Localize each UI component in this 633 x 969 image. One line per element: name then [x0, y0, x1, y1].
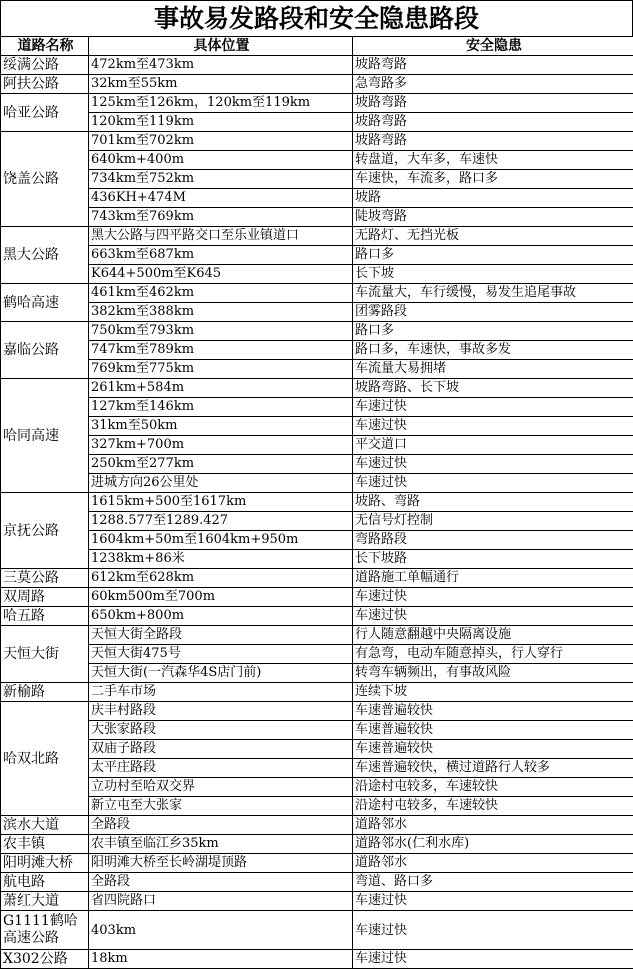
- hazard-cell: 长下坡路: [353, 550, 633, 569]
- hazard-cell: 坡路弯路: [353, 56, 633, 75]
- hazard-cell: 长下坡: [353, 265, 633, 284]
- table-row: [1, 550, 633, 569]
- road-name-cell: X302公路: [1, 950, 89, 969]
- hazard-cell: 车速过快: [353, 911, 633, 950]
- location-cell: 进城方向26公里处: [89, 474, 353, 493]
- road-name-cell: 三莫公路: [1, 569, 89, 588]
- road-name-cell: 农丰镇: [1, 835, 89, 854]
- hazard-cell: 车流量大，车行缓慢，易发生追尾事故: [353, 284, 633, 303]
- table-row: [1, 113, 633, 132]
- location-cell: 32km至55km: [89, 75, 353, 94]
- table-row: [1, 75, 633, 94]
- hazard-cell: 道路邻水: [353, 816, 633, 835]
- hazard-cell: 车速过快: [353, 455, 633, 474]
- location-cell: 403km: [89, 911, 353, 950]
- location-cell: 769km至775km: [89, 360, 353, 379]
- table-row: [1, 626, 633, 645]
- location-cell: 黑大公路与四平路交口至乐业镇道口: [89, 227, 353, 246]
- road-name-cell: 萧红大道: [1, 892, 89, 911]
- location-cell: 天恒大街全路段: [89, 626, 353, 645]
- location-cell: 1615km+500至1617km: [89, 493, 353, 512]
- location-cell: 太平庄路段: [89, 759, 353, 778]
- table-row: [1, 436, 633, 455]
- location-cell: 125km至126km，120km至119km: [89, 94, 353, 113]
- road-name-cell: G1111鹤哈高速公路: [1, 911, 89, 950]
- table-body: [1, 56, 633, 969]
- table-row: [1, 246, 633, 265]
- table-row: [1, 360, 633, 379]
- table-row: [1, 208, 633, 227]
- hazard-cell: 有急弯，电动车随意掉头，行人穿行: [353, 645, 633, 664]
- location-cell: 1288.577至1289.427: [89, 512, 353, 531]
- location-cell: 农丰镇至临江乡35km: [89, 835, 353, 854]
- table-row: [1, 816, 633, 835]
- location-cell: 127km至146km: [89, 398, 353, 417]
- location-cell: K644+500m至K645: [89, 265, 353, 284]
- table-row: [1, 151, 633, 170]
- road-name-cell: 京抚公路: [1, 493, 89, 569]
- table-row: [1, 189, 633, 208]
- location-cell: 327km+700m: [89, 436, 353, 455]
- hazard-cell: 车速普遍较快: [353, 740, 633, 759]
- road-name-cell: 阳明滩大桥: [1, 854, 89, 873]
- table-row: [1, 132, 633, 151]
- table-row: [1, 265, 633, 284]
- location-cell: 436KH+474M: [89, 189, 353, 208]
- hazard-cell: 急弯路多: [353, 75, 633, 94]
- table-row: [1, 56, 633, 75]
- location-cell: 612km至628km: [89, 569, 353, 588]
- road-name-cell: 滨水大道: [1, 816, 89, 835]
- road-name-cell: 双周路: [1, 588, 89, 607]
- hazard-cell: 路口多，车速快，事故多发: [353, 341, 633, 360]
- table-row: [1, 664, 633, 683]
- location-cell: 747km至789km: [89, 341, 353, 360]
- location-cell: 650km+800m: [89, 607, 353, 626]
- location-cell: 阳明滩大桥至长岭湖堤顶路: [89, 854, 353, 873]
- header-location: 具体位置: [89, 37, 353, 56]
- table-row: [1, 873, 633, 892]
- hazard-cell: 行人随意翻越中央隔离设施: [353, 626, 633, 645]
- table-row: [1, 892, 633, 911]
- hazard-cell: 路口多: [353, 246, 633, 265]
- location-cell: 120km至119km: [89, 113, 353, 132]
- hazard-cell: 车速过快: [353, 950, 633, 969]
- location-cell: 60km500m至700m: [89, 588, 353, 607]
- location-cell: 双庙子路段: [89, 740, 353, 759]
- table-row: [1, 531, 633, 550]
- location-cell: 743km至769km: [89, 208, 353, 227]
- hazard-cell: 车速过快: [353, 607, 633, 626]
- location-cell: 31km至50km: [89, 417, 353, 436]
- location-cell: 663km至687km: [89, 246, 353, 265]
- table-row: [1, 284, 633, 303]
- header-road-name: 道路名称: [1, 37, 89, 56]
- road-name-cell: 饶盖公路: [1, 132, 89, 227]
- hazard-cell: 车速过快: [353, 398, 633, 417]
- hazard-cell: 弯道、路口多: [353, 873, 633, 892]
- table-row: [1, 341, 633, 360]
- table-row: [1, 721, 633, 740]
- table-row: [1, 683, 633, 702]
- location-cell: 250km至277km: [89, 455, 353, 474]
- hazard-cell: 沿途村屯较多，车速较快: [353, 778, 633, 797]
- road-name-cell: 绥满公路: [1, 56, 89, 75]
- hazard-cell: 车速普遍较快: [353, 702, 633, 721]
- road-name-cell: 新榆路: [1, 683, 89, 702]
- table-row: [1, 854, 633, 873]
- table-row: [1, 702, 633, 721]
- location-cell: 全路段: [89, 816, 353, 835]
- location-cell: 立功村至哈双交界: [89, 778, 353, 797]
- table-row: [1, 227, 633, 246]
- road-name-cell: 阿扶公路: [1, 75, 89, 94]
- location-cell: 天恒大街(一汽森华4S店门前): [89, 664, 353, 683]
- location-cell: 全路段: [89, 873, 353, 892]
- hazard-cell: 转弯车辆频出，有事故风险: [353, 664, 633, 683]
- location-cell: 261km+584m: [89, 379, 353, 398]
- table-header-row: [1, 37, 633, 56]
- location-cell: 新立屯至大张家: [89, 797, 353, 816]
- hazard-cell: 无信号灯控制: [353, 512, 633, 531]
- hazard-cell: 坡路: [353, 189, 633, 208]
- hazard-cell: 车流量大易拥堵: [353, 360, 633, 379]
- location-cell: 省四院路口: [89, 892, 353, 911]
- table-row: [1, 474, 633, 493]
- hazard-cell: 道路邻水(仁利水库): [353, 835, 633, 854]
- table-row: [1, 455, 633, 474]
- hazard-cell: 道路施工单幅通行: [353, 569, 633, 588]
- table-row: [1, 417, 633, 436]
- hazard-cell: 车速过快: [353, 474, 633, 493]
- location-cell: 472km至473km: [89, 56, 353, 75]
- hazard-cell: 车速过快: [353, 417, 633, 436]
- hazard-cell: 坡路弯路、长下坡: [353, 379, 633, 398]
- table-row: [1, 759, 633, 778]
- location-cell: 庆丰村路段: [89, 702, 353, 721]
- location-cell: 640km+400m: [89, 151, 353, 170]
- location-cell: 461km至462km: [89, 284, 353, 303]
- location-cell: 18km: [89, 950, 353, 969]
- table-row: [1, 303, 633, 322]
- table-row: [1, 740, 633, 759]
- table-row: [1, 607, 633, 626]
- hazard-cell: 转盘道，大车多，车速快: [353, 151, 633, 170]
- table-row: [1, 645, 633, 664]
- hazard-cell: 车速普遍较快，横过道路行人较多: [353, 759, 633, 778]
- table-row: [1, 911, 633, 950]
- hazard-cell: 车速普遍较快: [353, 721, 633, 740]
- road-name-cell: 哈亚公路: [1, 94, 89, 132]
- location-cell: 1604km+50m至1604km+950m: [89, 531, 353, 550]
- hazard-cell: 车速过快: [353, 588, 633, 607]
- hazard-cell: 坡路弯路: [353, 94, 633, 113]
- location-cell: 750km至793km: [89, 322, 353, 341]
- location-cell: 二手车市场: [89, 683, 353, 702]
- road-name-cell: 嘉临公路: [1, 322, 89, 379]
- hazard-cell: 无路灯、无挡光板: [353, 227, 633, 246]
- road-name-cell: 哈五路: [1, 607, 89, 626]
- location-cell: 大张家路段: [89, 721, 353, 740]
- table-row: [1, 778, 633, 797]
- hazard-cell: 坡路、弯路: [353, 493, 633, 512]
- location-cell: 701km至702km: [89, 132, 353, 151]
- location-cell: 734km至752km: [89, 170, 353, 189]
- hazard-table: [0, 36, 633, 969]
- road-name-cell: 鹤哈高速: [1, 284, 89, 322]
- table-row: [1, 398, 633, 417]
- hazard-cell: 团雾路段: [353, 303, 633, 322]
- table-row: [1, 512, 633, 531]
- page-title: 事故易发路段和安全隐患路段: [0, 0, 633, 36]
- table-row: [1, 797, 633, 816]
- road-name-cell: 天恒大街: [1, 626, 89, 683]
- road-name-cell: 哈双北路: [1, 702, 89, 816]
- hazard-cell: 弯路路段: [353, 531, 633, 550]
- hazard-cell: 连续下坡: [353, 683, 633, 702]
- table-row: [1, 170, 633, 189]
- hazard-cell: 沿途村屯较多，车速较快: [353, 797, 633, 816]
- hazard-cell: 坡路弯路: [353, 113, 633, 132]
- table-row: [1, 835, 633, 854]
- hazard-cell: 坡路弯路: [353, 132, 633, 151]
- hazard-cell: 车速快，车流多，路口多: [353, 170, 633, 189]
- location-cell: 382km至388km: [89, 303, 353, 322]
- hazard-cell: 平交道口: [353, 436, 633, 455]
- road-name-cell: 黑大公路: [1, 227, 89, 284]
- table-row: [1, 94, 633, 113]
- road-name-cell: 哈同高速: [1, 379, 89, 493]
- table-row: [1, 322, 633, 341]
- hazard-cell: 路口多: [353, 322, 633, 341]
- hazard-cell: 陡坡弯路: [353, 208, 633, 227]
- header-hazard: 安全隐患: [353, 37, 633, 56]
- table-row: [1, 379, 633, 398]
- hazard-cell: 道路邻水: [353, 854, 633, 873]
- location-cell: 天恒大街475号: [89, 645, 353, 664]
- table-row: [1, 569, 633, 588]
- table-row: [1, 588, 633, 607]
- location-cell: 1238km+86米: [89, 550, 353, 569]
- hazard-cell: 车速过快: [353, 892, 633, 911]
- table-row: [1, 493, 633, 512]
- road-name-cell: 航电路: [1, 873, 89, 892]
